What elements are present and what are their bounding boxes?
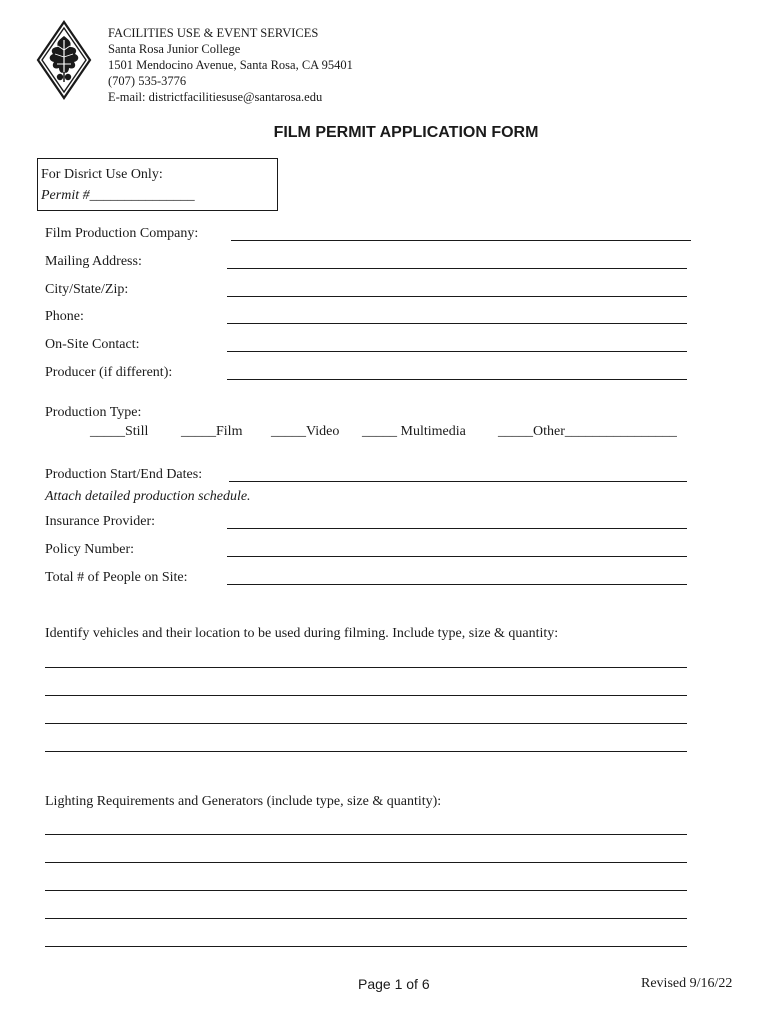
- org-name: FACILITIES USE & EVENT SERVICES: [108, 26, 319, 40]
- vehicles-line[interactable]: [45, 695, 687, 696]
- onsite-label: On-Site Contact:: [45, 337, 140, 352]
- college-name: Santa Rosa Junior College: [108, 42, 241, 56]
- college-email: E-mail: districtfacilitiesuse@santarosa.edu: [108, 90, 323, 104]
- lighting-line[interactable]: [45, 834, 687, 835]
- policy-field[interactable]: [227, 542, 687, 557]
- oak-leaf-emblem-icon: [36, 20, 92, 100]
- letterhead: [108, 25, 353, 105]
- college-address: 1501 Mendocino Avenue, Santa Rosa, CA 95401: [108, 58, 353, 72]
- producer-label: Producer (if different):: [45, 365, 173, 380]
- vehicles-line[interactable]: [45, 667, 687, 668]
- city-field[interactable]: [227, 282, 687, 297]
- page-number: Page 1 of 6: [358, 976, 430, 992]
- type-other-option[interactable]: _____Other________________: [498, 424, 677, 439]
- lighting-line[interactable]: [45, 918, 687, 919]
- dates-field[interactable]: [229, 467, 687, 482]
- lighting-line[interactable]: [45, 890, 687, 891]
- college-phone: (707) 535-3776: [108, 74, 187, 88]
- vehicles-line[interactable]: [45, 723, 687, 724]
- lighting-line[interactable]: [45, 946, 687, 947]
- insurance-field[interactable]: [227, 514, 687, 529]
- lighting-line[interactable]: [45, 862, 687, 863]
- policy-label: Policy Number:: [45, 542, 135, 557]
- type-still-option[interactable]: _____Still: [90, 424, 149, 439]
- type-multimedia-option[interactable]: _____ Multimedia: [362, 424, 466, 439]
- vehicles-line[interactable]: [45, 751, 687, 752]
- district-use-heading: For Disrict Use Only:: [41, 167, 163, 182]
- schedule-note: Attach detailed production schedule.: [45, 489, 251, 504]
- insurance-label: Insurance Provider:: [45, 514, 156, 529]
- mailing-field[interactable]: [227, 254, 687, 269]
- phone-label: Phone:: [45, 309, 84, 324]
- onsite-field[interactable]: [227, 337, 687, 352]
- dates-label: Production Start/End Dates:: [45, 467, 203, 482]
- lighting-prompt: Lighting Requirements and Generators (include type, size & quantity):: [45, 794, 442, 809]
- mailing-label: Mailing Address:: [45, 254, 142, 269]
- people-label: Total # of People on Site:: [45, 570, 188, 585]
- city-label: City/State/Zip:: [45, 282, 129, 297]
- production-type-label: Production Type:: [45, 405, 142, 420]
- type-film-option[interactable]: _____Film: [181, 424, 243, 439]
- type-video-option[interactable]: _____Video: [271, 424, 340, 439]
- company-field[interactable]: [231, 226, 691, 241]
- people-field[interactable]: [227, 570, 687, 585]
- producer-field[interactable]: [227, 365, 687, 380]
- district-use-box: [37, 158, 278, 211]
- company-label: Film Production Company:: [45, 226, 199, 241]
- page-title: FILM PERMIT APPLICATION FORM: [273, 124, 539, 141]
- phone-field[interactable]: [227, 309, 687, 324]
- vehicles-prompt: Identify vehicles and their location to be used during filming. Include type, size & quantity:: [45, 626, 559, 641]
- permit-number-label: Permit #_______________: [41, 188, 195, 203]
- revision-date: Revised 9/16/22: [641, 976, 733, 991]
